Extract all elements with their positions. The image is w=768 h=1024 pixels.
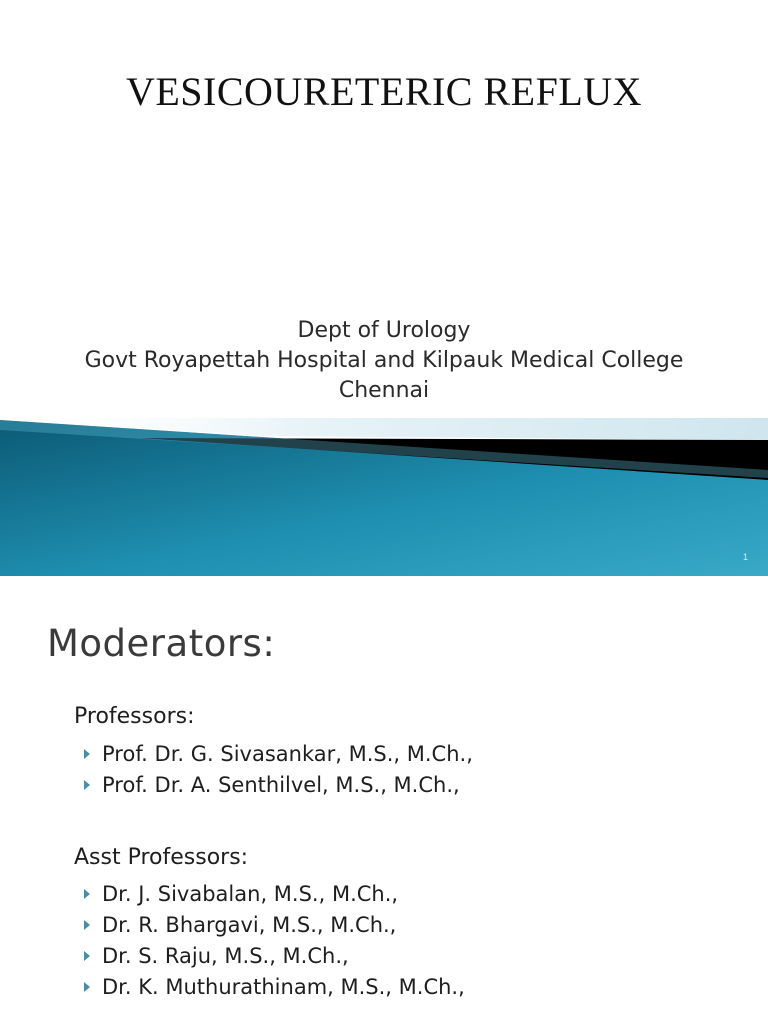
professors-label: Professors: [74, 704, 195, 729]
list-item [84, 972, 465, 1003]
slide-title: VESICOURETERIC REFLUX [125, 69, 643, 114]
asst-professors-label: Asst Professors: [74, 845, 249, 870]
subtitle-line-department: Dept of Urology [297, 318, 471, 343]
list-item [84, 941, 465, 972]
triangle-right-icon [84, 780, 90, 790]
list-item [84, 910, 465, 941]
triangle-right-icon [84, 920, 90, 930]
subtitle-line-city: Chennai [338, 378, 430, 403]
slide-number: 1 [742, 552, 748, 562]
moderators-heading: Moderators: [47, 622, 276, 665]
professors-list [84, 739, 473, 801]
list-item-text: Prof. Dr. G. Sivasankar, M.S., M.Ch., [102, 742, 473, 766]
triangle-right-icon [84, 749, 90, 759]
triangle-right-icon [84, 951, 90, 961]
moderators-slide [0, 576, 768, 1024]
list-item-text: Dr. J. Sivabalan, M.S., M.Ch., [102, 882, 399, 906]
list-item-text: Prof. Dr. A. Senthilvel, M.S., M.Ch., [102, 773, 460, 797]
list-item [84, 879, 465, 910]
list-item-text: Dr. S. Raju, M.S., M.Ch., [102, 944, 349, 968]
subtitle-line-institution: Govt Royapettah Hospital and Kilpauk Medical College [84, 348, 684, 373]
slide-subtitle [0, 316, 768, 406]
triangle-right-icon [84, 889, 90, 899]
asst-professors-list [84, 879, 465, 1003]
list-item [84, 739, 473, 770]
list-item-text: Dr. K. Muthurathinam, M.S., M.Ch., [102, 975, 465, 999]
list-item-text: Dr. R. Bhargavi, M.S., M.Ch., [102, 913, 397, 937]
triangle-right-icon [84, 982, 90, 992]
list-item [84, 770, 473, 801]
